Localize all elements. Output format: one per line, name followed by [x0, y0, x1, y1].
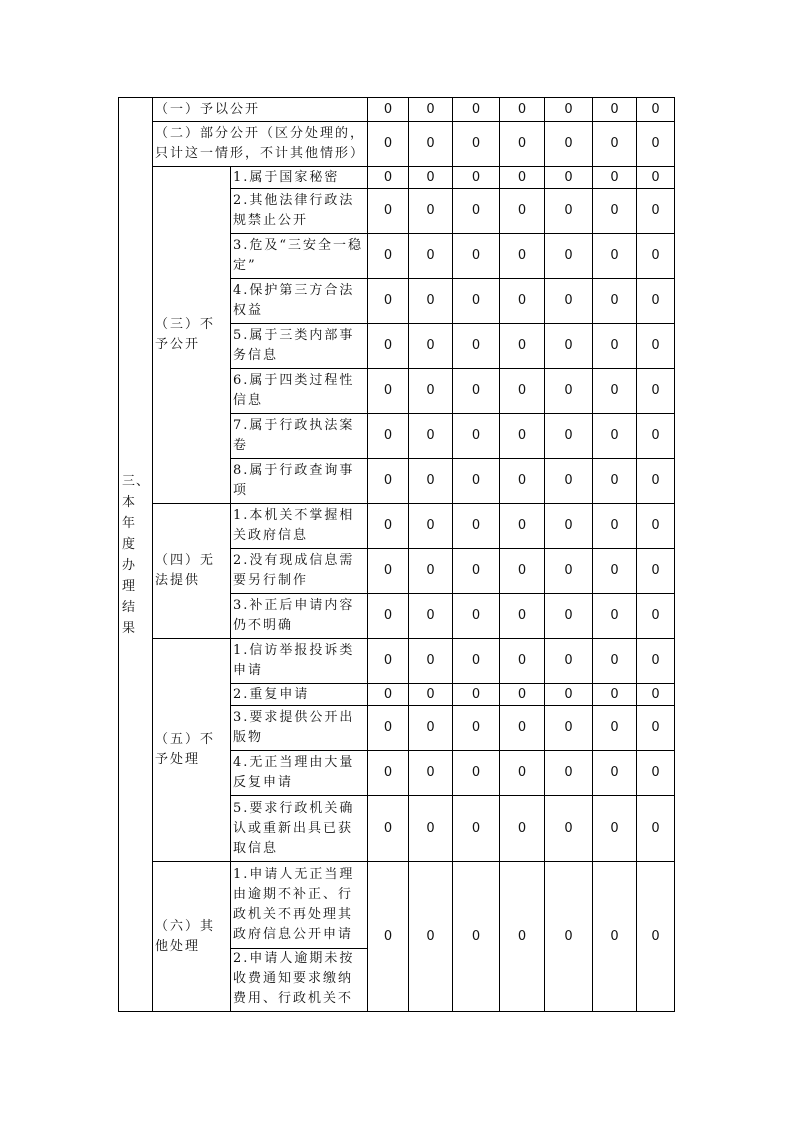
cell-value: 0 [545, 369, 593, 414]
table-row [119, 122, 675, 167]
row-label: （二）部分公开（区分处理的，只计这一情形，不计其他情形） [153, 122, 368, 167]
table-row [119, 504, 675, 549]
cell-value: 0 [453, 414, 500, 459]
cell-value: 0 [637, 751, 675, 796]
cell-value: 0 [368, 369, 409, 414]
cell-value: 0 [409, 189, 453, 234]
cell-value: 0 [637, 504, 675, 549]
row-label: 1.属于国家秘密 [231, 167, 368, 189]
cell-value: 0 [453, 167, 500, 189]
row-label: 2.其他法律行政法规禁止公开 [231, 189, 368, 234]
row-label: 1.申请人无正当理由逾期不补正、行政机关不再处理其政府信息公开申请 [231, 862, 368, 949]
cell-value: 0 [409, 796, 453, 862]
row-label: （一）予以公开 [153, 98, 368, 122]
table-row [119, 639, 675, 684]
cell-value: 0 [500, 369, 545, 414]
cell-value: 0 [637, 279, 675, 324]
cell-value: 0 [545, 324, 593, 369]
cell-value: 0 [368, 594, 409, 639]
cell-value: 0 [593, 189, 637, 234]
row-label: 2.重复申请 [231, 684, 368, 706]
table-row [119, 98, 675, 122]
cell-value: 0 [500, 594, 545, 639]
cell-value: 0 [409, 594, 453, 639]
cell-value: 0 [453, 594, 500, 639]
cell-value: 0 [409, 122, 453, 167]
cell-value: 0 [545, 414, 593, 459]
cell-value: 0 [453, 189, 500, 234]
cell-value: 0 [593, 459, 637, 504]
group-label: （四）无法提供 [153, 504, 231, 639]
cell-value: 0 [368, 862, 409, 1012]
cell-value: 0 [500, 862, 545, 1012]
cell-value: 0 [409, 369, 453, 414]
cell-value: 0 [500, 234, 545, 279]
cell-value: 0 [500, 459, 545, 504]
cell-value: 0 [368, 279, 409, 324]
cell-value: 0 [409, 751, 453, 796]
cell-value: 0 [368, 189, 409, 234]
cell-value: 0 [637, 234, 675, 279]
cell-value: 0 [453, 122, 500, 167]
cell-value: 0 [545, 504, 593, 549]
cell-value: 0 [368, 706, 409, 751]
cell-value: 0 [545, 862, 593, 1012]
row-label: 5.属于三类内部事务信息 [231, 324, 368, 369]
cell-value: 0 [593, 98, 637, 122]
cell-value: 0 [453, 504, 500, 549]
cell-value: 0 [368, 122, 409, 167]
cell-value: 0 [637, 706, 675, 751]
cell-value: 0 [500, 279, 545, 324]
cell-value: 0 [500, 684, 545, 706]
cell-value: 0 [637, 189, 675, 234]
cell-value: 0 [368, 684, 409, 706]
cell-value: 0 [593, 549, 637, 594]
cell-value: 0 [545, 167, 593, 189]
cell-value: 0 [500, 751, 545, 796]
row-label: 5.要求行政机关确认或重新出具已获取信息 [231, 796, 368, 862]
cell-value: 0 [637, 167, 675, 189]
cell-value: 0 [637, 684, 675, 706]
cell-value: 0 [368, 751, 409, 796]
row-label: 6.属于四类过程性信息 [231, 369, 368, 414]
cell-value: 0 [368, 167, 409, 189]
cell-value: 0 [368, 324, 409, 369]
cell-value: 0 [593, 369, 637, 414]
cell-value: 0 [593, 594, 637, 639]
cell-value: 0 [409, 862, 453, 1012]
row-label: 3.要求提供公开出版物 [231, 706, 368, 751]
cell-value: 0 [545, 684, 593, 706]
cell-value: 0 [637, 369, 675, 414]
table-row [119, 862, 675, 949]
cell-value: 0 [500, 414, 545, 459]
row-label: 7.属于行政执法案卷 [231, 414, 368, 459]
cell-value: 0 [593, 167, 637, 189]
row-label: 8.属于行政查询事项 [231, 459, 368, 504]
cell-value: 0 [545, 594, 593, 639]
cell-value: 0 [409, 234, 453, 279]
cell-value: 0 [453, 684, 500, 706]
row-label: 1.信访举报投诉类申请 [231, 639, 368, 684]
cell-value: 0 [545, 98, 593, 122]
cell-value: 0 [545, 122, 593, 167]
cell-value: 0 [500, 504, 545, 549]
cell-value: 0 [637, 862, 675, 1012]
cell-value: 0 [545, 549, 593, 594]
cell-value: 0 [453, 369, 500, 414]
cell-value: 0 [593, 122, 637, 167]
cell-value: 0 [368, 504, 409, 549]
cell-value: 0 [593, 504, 637, 549]
cell-value: 0 [453, 324, 500, 369]
cell-value: 0 [453, 459, 500, 504]
cell-value: 0 [500, 639, 545, 684]
cell-value: 0 [500, 706, 545, 751]
cell-value: 0 [368, 98, 409, 122]
cell-value: 0 [453, 549, 500, 594]
cell-value: 0 [545, 459, 593, 504]
row-label: 4.无正当理由大量反复申请 [231, 751, 368, 796]
cell-value: 0 [637, 324, 675, 369]
group-label: （三）不予公开 [153, 167, 231, 504]
cell-value: 0 [409, 706, 453, 751]
cell-value: 0 [500, 98, 545, 122]
cell-value: 0 [500, 324, 545, 369]
cell-value: 0 [545, 279, 593, 324]
cell-value: 0 [409, 167, 453, 189]
row-label: 2.申请人逾期未按收费通知要求缴纳费用、行政机关不 [231, 949, 368, 1012]
cell-value: 0 [593, 324, 637, 369]
group-label: （五）不予处理 [153, 639, 231, 862]
cell-value: 0 [453, 796, 500, 862]
cell-value: 0 [545, 706, 593, 751]
cell-value: 0 [409, 639, 453, 684]
cell-value: 0 [593, 706, 637, 751]
cell-value: 0 [453, 98, 500, 122]
cell-value: 0 [545, 234, 593, 279]
cell-value: 0 [453, 751, 500, 796]
cell-value: 0 [453, 234, 500, 279]
results-table [118, 97, 675, 1012]
cell-value: 0 [500, 122, 545, 167]
cell-value: 0 [368, 234, 409, 279]
cell-value: 0 [637, 549, 675, 594]
cell-value: 0 [637, 594, 675, 639]
cell-value: 0 [409, 459, 453, 504]
cell-value: 0 [637, 98, 675, 122]
row-label: 3.补正后申请内容仍不明确 [231, 594, 368, 639]
cell-value: 0 [593, 684, 637, 706]
cell-value: 0 [593, 234, 637, 279]
cell-value: 0 [368, 414, 409, 459]
cell-value: 0 [409, 549, 453, 594]
cell-value: 0 [545, 639, 593, 684]
section-label: 三、本年度办理结果 [119, 98, 153, 1012]
cell-value: 0 [593, 751, 637, 796]
cell-value: 0 [593, 279, 637, 324]
cell-value: 0 [453, 862, 500, 1012]
cell-value: 0 [368, 796, 409, 862]
cell-value: 0 [500, 796, 545, 862]
cell-value: 0 [593, 639, 637, 684]
row-label: 3.危及“三安全一稳定” [231, 234, 368, 279]
cell-value: 0 [409, 98, 453, 122]
cell-value: 0 [409, 279, 453, 324]
cell-value: 0 [593, 796, 637, 862]
cell-value: 0 [453, 279, 500, 324]
cell-value: 0 [500, 167, 545, 189]
group-label: （六）其他处理 [153, 862, 231, 1012]
row-label: 2.没有现成信息需要另行制作 [231, 549, 368, 594]
cell-value: 0 [593, 862, 637, 1012]
cell-value: 0 [453, 639, 500, 684]
cell-value: 0 [637, 639, 675, 684]
table-row [119, 167, 675, 189]
cell-value: 0 [500, 189, 545, 234]
cell-value: 0 [409, 684, 453, 706]
cell-value: 0 [409, 414, 453, 459]
row-label: 4.保护第三方合法权益 [231, 279, 368, 324]
cell-value: 0 [368, 549, 409, 594]
cell-value: 0 [593, 414, 637, 459]
cell-value: 0 [409, 504, 453, 549]
cell-value: 0 [545, 751, 593, 796]
cell-value: 0 [545, 796, 593, 862]
cell-value: 0 [368, 459, 409, 504]
cell-value: 0 [409, 324, 453, 369]
row-label: 1.本机关不掌握相关政府信息 [231, 504, 368, 549]
cell-value: 0 [453, 706, 500, 751]
cell-value: 0 [637, 796, 675, 862]
cell-value: 0 [637, 414, 675, 459]
cell-value: 0 [500, 549, 545, 594]
cell-value: 0 [637, 122, 675, 167]
cell-value: 0 [368, 639, 409, 684]
cell-value: 0 [545, 189, 593, 234]
cell-value: 0 [637, 459, 675, 504]
